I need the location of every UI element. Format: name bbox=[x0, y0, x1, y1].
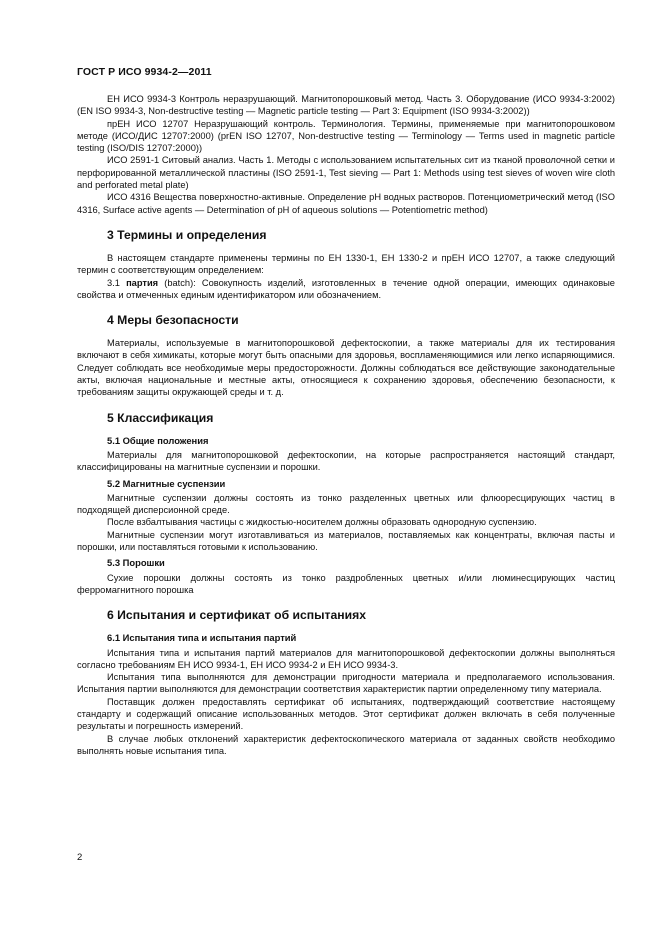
paragraph: Материалы для магнитопорошковой дефектоскопии, на которые распространяется настоящий стандарт, классифицированы на магнитные суспензии и порошки. bbox=[77, 449, 615, 473]
section-4-heading: 4 Меры безопасности bbox=[107, 313, 239, 328]
subsection-heading: 5.1 Общие положения bbox=[107, 434, 209, 446]
term-text: (batch): Совокупность изделий, изготовленных в течение одной операции, имеющих одинаковые свойства и отмеченных единым идентификатором или обозначением. bbox=[77, 277, 615, 300]
subsection-heading: 5.3 Порошки bbox=[107, 557, 165, 569]
term-name: партия bbox=[126, 277, 159, 288]
subsection-heading: 5.2 Магнитные суспензии bbox=[107, 477, 226, 489]
paragraph: Магнитные суспензии должны состоять из тонко разделенных цветных или флюоресцирующих частиц в подходящей дисперсионной среде. bbox=[77, 492, 615, 516]
subsection-heading: 6.1 Испытания типа и испытания партий bbox=[107, 632, 297, 644]
section-6-heading: 6 Испытания и сертификат об испытаниях bbox=[107, 608, 367, 623]
reference-item: ИСО 2591-1 Ситовый анализ. Часть 1. Методы с использованием испытательных сит из тканой проволочной сетки и перфорированной металлической пластины (ISO 2591-1, Test sieving — Part 1: Methods using test sieves of woven wire cloth and perforated metal plate) bbox=[77, 155, 615, 191]
section-5-heading: 5 Классификация bbox=[107, 410, 214, 425]
term-definition bbox=[77, 277, 615, 302]
reference-item: ИСО 4316 Вещества поверхностно-активные. Определение pH водных растворов. Потенциометрический метод (ISO 4316, Surface active agents — Determination of pH of aqueous solutions — Potentiometric method) bbox=[77, 192, 615, 215]
paragraph: Магнитные суспензии могут изготавливаться из материалов, поставляемых как концентраты, включая пасты и порошки, или поставляться готовыми к использованию. bbox=[77, 529, 615, 553]
paragraph: Сухие порошки должны состоять из тонко раздробленных цветных и/или люминесцирующих частиц ферромагнитного порошка bbox=[77, 572, 615, 595]
section-3-heading: 3 Термины и определения bbox=[107, 227, 267, 242]
page-number: 2 bbox=[77, 852, 83, 863]
paragraph: В случае любых отклонений характеристик дефектоскопического материала от заданных свойств необходимо выполнять новые испытания типа. bbox=[77, 733, 615, 756]
standard-header: ГОСТ Р ИСО 9934-2—2011 bbox=[77, 66, 212, 78]
paragraph: После взбалтывания частицы с жидкостью-носителем должны образовать однородную суспензию. bbox=[107, 517, 537, 528]
paragraph: Поставщик должен предоставлять сертификат об испытаниях, подтверждающий соответствие настоящему стандарту и содержащий описание использованных методов. Этот сертификат должен включать в себя полученные результаты и погрешность измерений. bbox=[77, 696, 615, 732]
page-content bbox=[77, 93, 615, 757]
term-number: 3.1 bbox=[107, 277, 120, 288]
paragraph: Материалы, используемые в магнитопорошковой дефектоскопии, а также материалы для их тестирования включают в себя химикаты, которые могут быть опасными для здоровья, воспламеняющимися или легко испаряющимися. Следует соблюдать все необходимые меры предосторожности. Должны соблюдаться все действующие законодательные акты, включая национальные и местные акты, относящиеся к сохранению здоровья, обеспечению безопасности, к требованиям защиты окружающей среды и т. д. bbox=[77, 338, 615, 398]
reference-item: ЕН ИСО 9934-3 Контроль неразрушающий. Магнитопорошковый метод. Часть 3. Оборудование (ИСО 9934-3:2002) (EN ISO 9934-3, Non-destructive testing — Magnetic particle testing — Part 3: Equipment (ISO 9934-3:2002)) bbox=[77, 94, 615, 117]
paragraph: Испытания типа выполняются для демонстрации пригодности материала и предполагаемого использования. Испытания партии выполняются для демонстрации соответствия характеристик партии определенному типу материала. bbox=[77, 672, 615, 695]
reference-item: прЕН ИСО 12707 Неразрушающий контроль. Терминология. Термины, применяемые при магнитопорошковом методе (ИСО/ДИС 12707:2000) (prEN ISO 12707, Non-destructive testing — Terminology — Terms used in magnetic particle testing (ISO/DIS 12707:2000)) bbox=[77, 118, 615, 154]
paragraph: Испытания типа и испытания партий материалов для магнитопорошковой дефектоскопии должны выполняться согласно требованиям ЕН ИСО 9934-1, ЕН ИСО 9934-2 и ЕН ИСО 9934-3. bbox=[77, 647, 615, 670]
paragraph: В настоящем стандарте применены термины по ЕН 1330-1, ЕН 1330-2 и прЕН ИСО 12707, а также следующий термин с соответствующим определением: bbox=[77, 252, 615, 276]
